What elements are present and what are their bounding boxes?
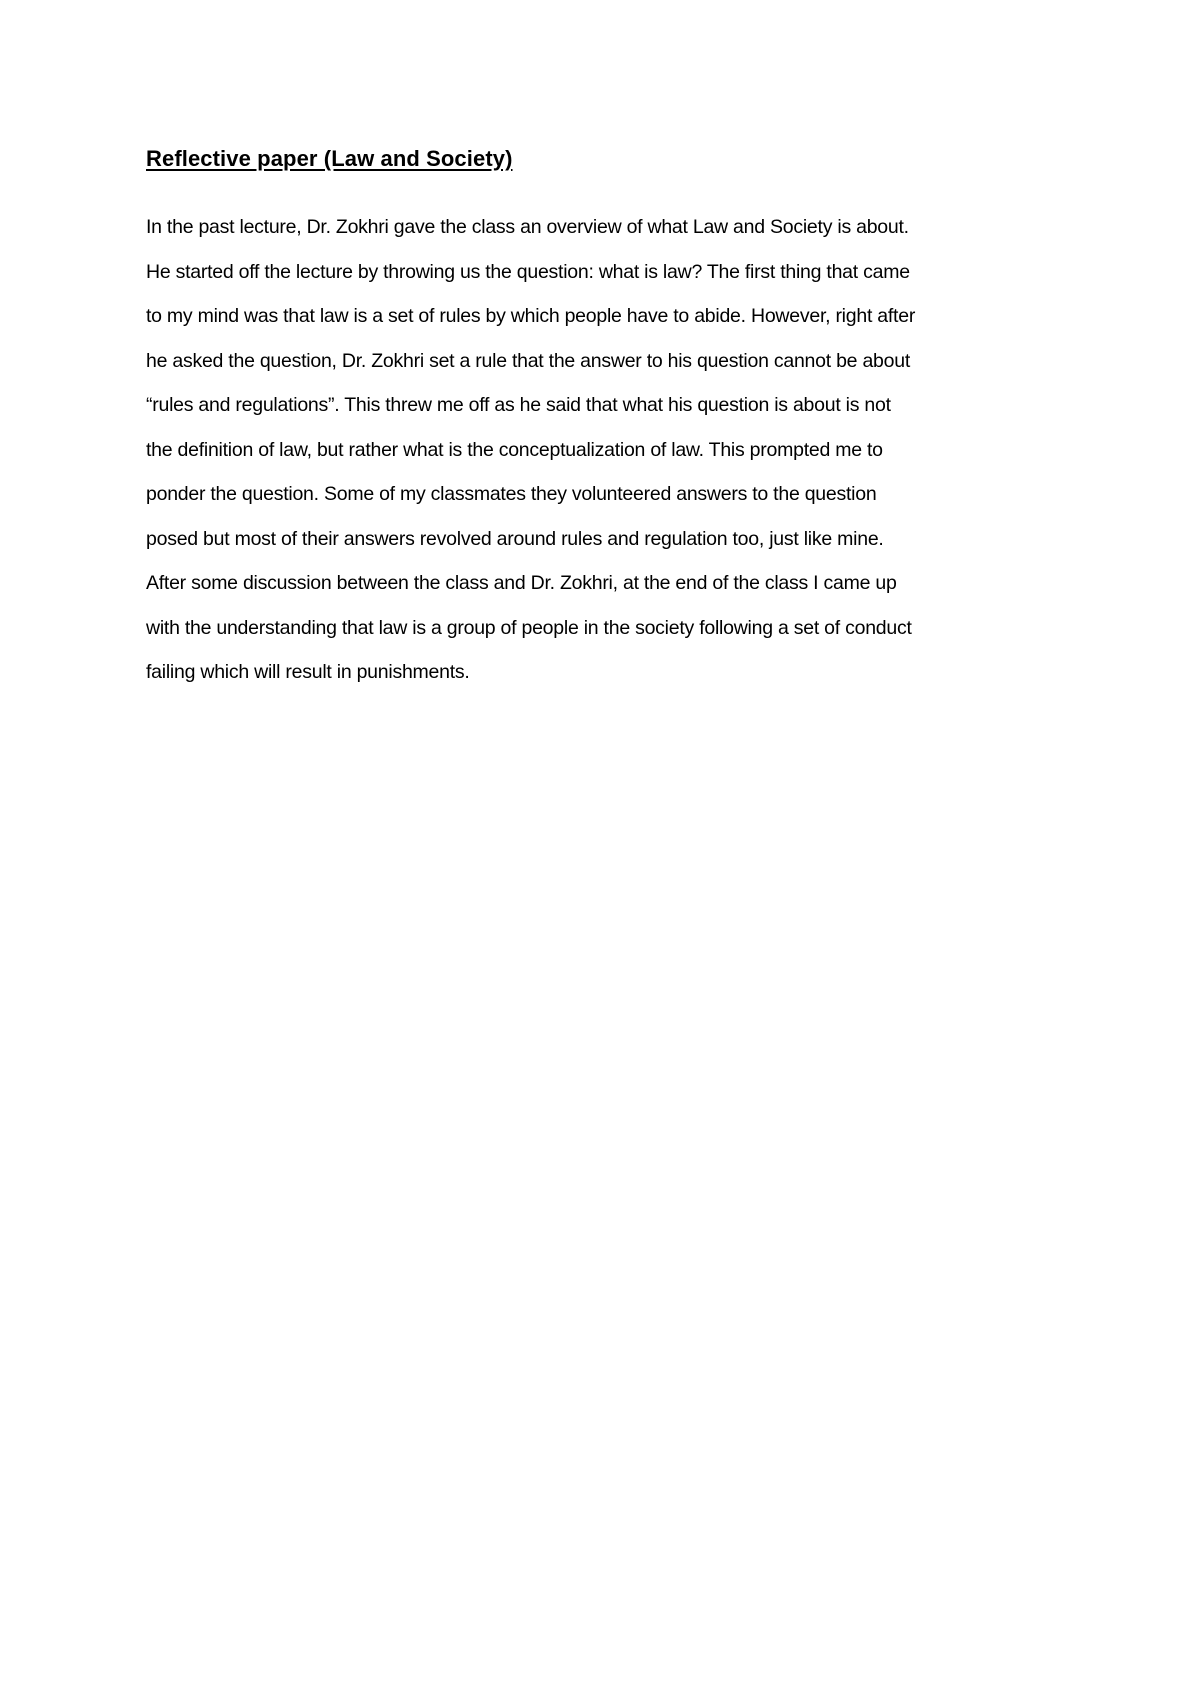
paragraph-line: to my mind was that law is a set of rules by which people have to abide. However, right after xyxy=(146,305,916,327)
body-paragraph xyxy=(146,205,1106,695)
paragraph-line: with the understanding that law is a group of people in the society following a set of conduct xyxy=(146,616,912,639)
paragraph-line: he asked the question, Dr. Zokhri set a rule that the answer to his question cannot be about xyxy=(146,349,910,372)
paragraph-line: After some discussion between the class and Dr. Zokhri, at the end of the class I came up xyxy=(146,572,897,594)
paragraph-line: failing which will result in punishments. xyxy=(146,661,470,683)
paragraph-line: the definition of law, but rather what is the conceptualization of law. This prompted me to xyxy=(146,438,883,461)
document-title: Reflective paper (Law and Society) xyxy=(146,146,513,171)
paragraph-line: “rules and regulations”. This threw me off as he said that what his question is about is not xyxy=(146,394,891,416)
paragraph-line: In the past lecture, Dr. Zokhri gave the class an overview of what Law and Society is about. xyxy=(146,216,909,238)
paragraph-line: posed but most of their answers revolved around rules and regulation too, just like mine. xyxy=(146,527,884,550)
paragraph-line: He started off the lecture by throwing us the question: what is law? The first thing that came xyxy=(146,260,910,283)
paragraph-line: ponder the question. Some of my classmates they volunteered answers to the question xyxy=(146,483,877,505)
